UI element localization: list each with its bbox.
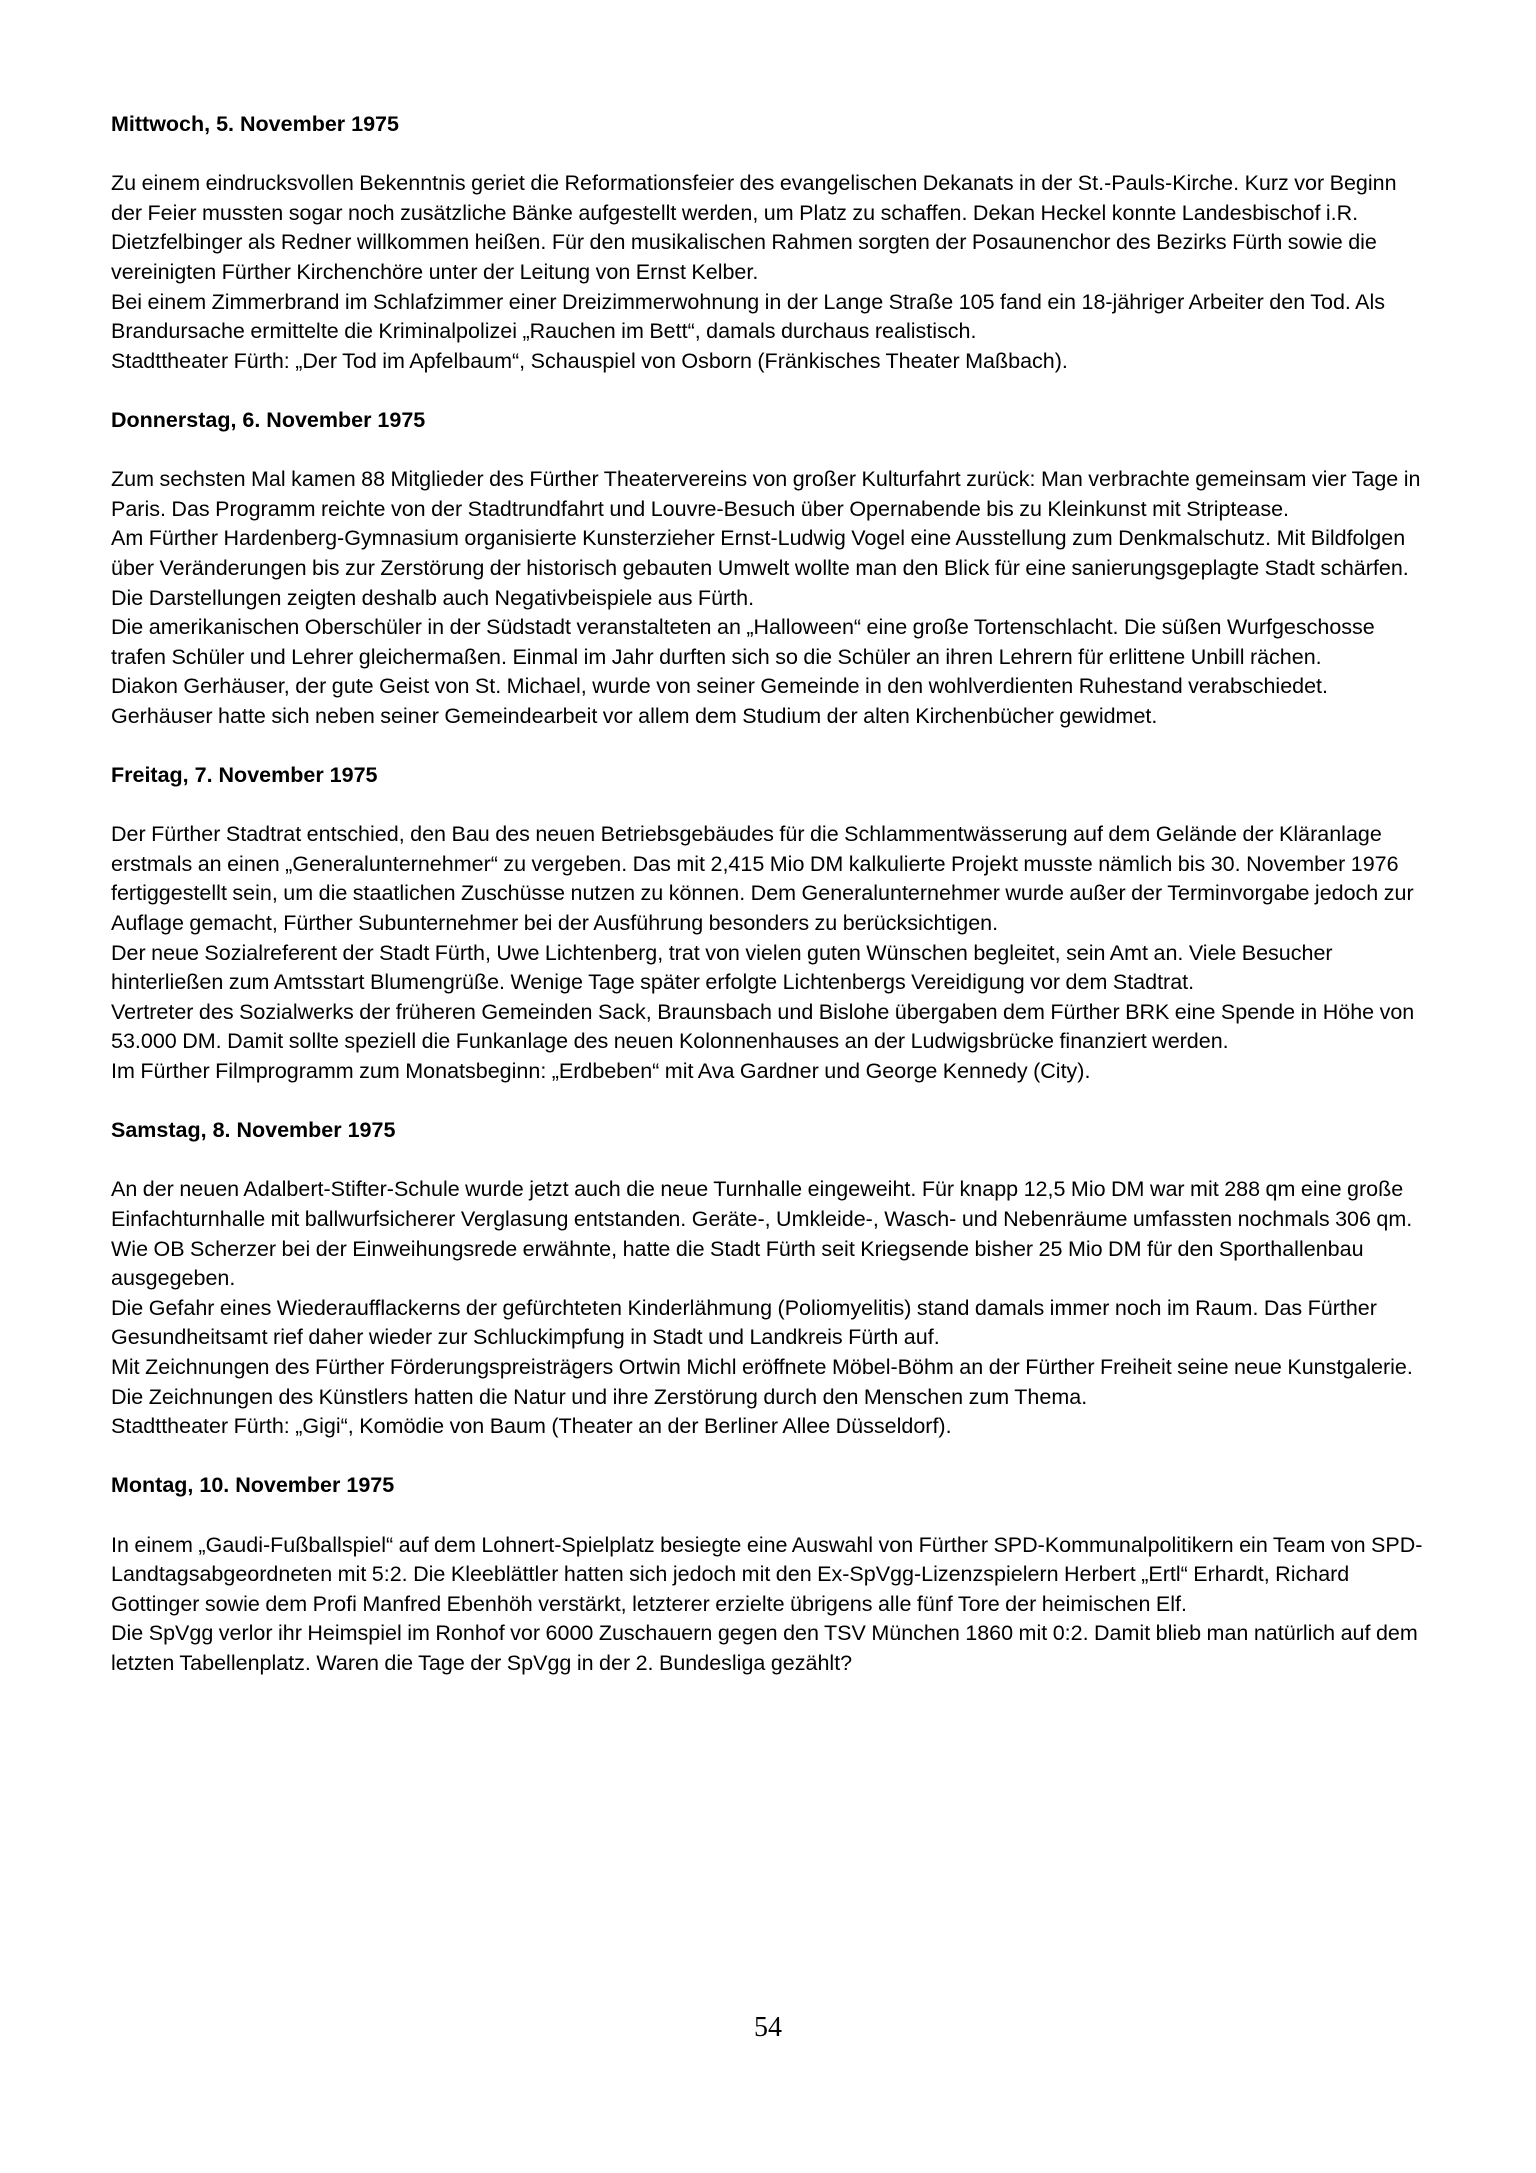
diary-entry-saturday bbox=[111, 1116, 1431, 1442]
entry-paragraph: Zu einem eindrucksvollen Bekenntnis geriet die Reformationsfeier des evangelischen Dekanats in der St.-Pauls-Kirche. Kurz vor Beginn der Feier mussten sogar noch zusätzliche Bänke aufgestellt werden, um Platz zu schaffen. Dekan Heckel konnte Landesbischof i.R. Dietzfelbinger als Redner willkommen heißen. Für den musikalischen Rahmen sorgten der Posaunenchor des Bezirks Fürth sowie die vereinigten Fürther Kirchenchöre unter der Leitung von Ernst Kelber. bbox=[111, 171, 1397, 284]
entry-date-heading: Mittwoch, 5. November 1975 bbox=[111, 112, 399, 136]
entry-paragraph: Im Fürther Filmprogramm zum Monatsbeginn: „Erdbeben“ mit Ava Gardner und George Kennedy (City). bbox=[111, 1059, 1091, 1083]
entry-body bbox=[111, 465, 1431, 731]
entry-body bbox=[111, 820, 1431, 1086]
entry-paragraph: Die Gefahr eines Wiederaufflackerns der gefürchteten Kinderlähmung (Poliomyelitis) stand damals immer noch im Raum. Das Fürther Gesundheitsamt rief daher wieder zur Schluckimpfung in Stadt und Landkreis Fürth auf. bbox=[111, 1295, 1377, 1350]
entry-date-heading: Donnerstag, 6. November 1975 bbox=[111, 407, 426, 432]
entry-body bbox=[111, 1175, 1431, 1441]
entry-body bbox=[111, 169, 1431, 376]
document-page bbox=[111, 110, 1431, 1708]
entry-paragraph: Stadttheater Fürth: „Der Tod im Apfelbaum“, Schauspiel von Osborn (Fränkisches Theater Maßbach). bbox=[111, 348, 1068, 373]
entry-date-heading: Montag, 10. November 1975 bbox=[111, 1473, 395, 1498]
entry-paragraph: Mit Zeichnungen des Fürther Förderungspreisträgers Ortwin Michl eröffnete Möbel-Böhm an der Fürther Freiheit seine neue Kunstgalerie. Die Zeichnungen des Künstlers hatten die Natur und ihre Zerstörung durch den Menschen zum Thema. bbox=[111, 1354, 1413, 1409]
entry-paragraph: Diakon Gerhäuser, der gute Geist von St. Michael, wurde von seiner Gemeinde in den wohlverdienten Ruhestand verabschiedet. Gerhäuser hatte sich neben seiner Gemeindearbeit vor allem dem Studium der alten Kirchenbücher gewidmet. bbox=[111, 674, 1329, 728]
entry-paragraph: Vertreter des Sozialwerks der früheren Gemeinden Sack, Braunsbach und Bislohe übergaben dem Fürther BRK eine Spende in Höhe von 53.000 DM. Damit sollte speziell die Funkanlage des neuen Kolonnenhauses an der Ludwigsbrücke finanziert werden. bbox=[111, 999, 1415, 1054]
diary-entry-monday bbox=[111, 1471, 1431, 1678]
entry-paragraph: Der Fürther Stadtrat entschied, den Bau des neuen Betriebsgebäudes für die Schlammentwässerung auf dem Gelände der Kläranlage erstmals an einen „Generalunternehmer“ zu vergeben. Das mit 2,415 Mio DM kalkulierte Projekt musste nämlich bis 30. November 1976 fertiggestellt sein, um die staatlichen Zuschüsse nutzen zu können. Dem Generalunternehmer wurde außer der Terminvorgabe jedoch zur Auflage gemacht, Fürther Subunternehmer bei der Ausführung besonders zu berücksichtigen. bbox=[111, 822, 1414, 936]
diary-entry-friday bbox=[111, 761, 1431, 1087]
entry-paragraph: Der neue Sozialreferent der Stadt Fürth, Uwe Lichtenberg, trat von vielen guten Wünschen begleitet, sein Amt an. Viele Besucher hinterließen zum Amtsstart Blumengrüße. Wenige Tage später erfolgte Lichtenbergs Vereidigung vor dem Stadtrat. bbox=[111, 940, 1333, 995]
entry-paragraph: Am Fürther Hardenberg-Gymnasium organisierte Kunsterzieher Ernst-Ludwig Vogel eine Ausstellung zum Denkmalschutz. Mit Bildfolgen über Veränderungen bis zur Zerstörung der historisch gebauten Umwelt wollte man den Blick für eine sanierungsgeplagte Stadt schärfen. Die Darstellungen zeigten deshalb auch Negativbeispiele aus Fürth. bbox=[111, 526, 1409, 610]
entry-date-heading: Freitag, 7. November 1975 bbox=[111, 763, 378, 788]
entry-body bbox=[111, 1531, 1431, 1679]
diary-entry-wednesday bbox=[111, 110, 1431, 376]
entry-paragraph: An der neuen Adalbert-Stifter-Schule wurde jetzt auch die neue Turnhalle eingeweiht. Für knapp 12,5 Mio DM war mit 288 qm eine große Einfachturnhalle mit ballwurfsicherer Verglasung entstanden. Geräte-, Umkleide-, Wasch- und Nebenräume umfassten nochmals 306 qm. Wie OB Scherzer bei der Einweihungsrede erwähnte, hatte die Stadt Fürth seit Kriegsende bisher 25 Mio DM für den Sporthallenbau ausgegeben. bbox=[111, 1177, 1413, 1291]
entry-paragraph: Die amerikanischen Oberschüler in der Südstadt veranstalteten an „Halloween“ eine große Tortenschlacht. Die süßen Wurfgeschosse trafen Schüler und Lehrer gleichermaßen. Einmal im Jahr durften sich so die Schüler an ihren Lehrern für erlittene Unbill rächen. bbox=[111, 615, 1375, 669]
entry-paragraph: In einem „Gaudi-Fußballspiel“ auf dem Lohnert-Spielplatz besiegte eine Auswahl von Fürther SPD-Kommunalpolitikern ein Team von SPD-Landtagsabgeordneten mit 5:2. Die Kleeblättler hatten sich jedoch mit den Ex-SpVgg-Lizenzspielern Herbert „Ertl“ Erhardt, Richard Gottinger sowie dem Profi Manfred Ebenhöh verstärkt, letzterer erzielte übrigens alle fünf Tore der heimischen Elf. bbox=[111, 1532, 1423, 1616]
page-number: 54 bbox=[754, 2012, 782, 2043]
entry-paragraph: Stadttheater Fürth: „Gigi“, Komödie von Baum (Theater an der Berliner Allee Düsseldorf). bbox=[111, 1414, 952, 1439]
entry-paragraph: Zum sechsten Mal kamen 88 Mitglieder des Fürther Theatervereins von großer Kulturfahrt zurück: Man verbrachte gemeinsam vier Tage in Paris. Das Programm reichte von der Stadtrundfahrt und Louvre-Besuch über Opernabende bis zu Kleinkunst mit Striptease. bbox=[111, 467, 1421, 521]
entry-date-heading: Samstag, 8. November 1975 bbox=[111, 1118, 396, 1143]
diary-entry-thursday bbox=[111, 406, 1431, 732]
entry-paragraph: Bei einem Zimmerbrand im Schlafzimmer einer Dreizimmerwohnung in der Lange Straße 105 fand ein 18-jähriger Arbeiter den Tod. Als Brandursache ermittelte die Kriminalpolizei „Rauchen im Bett“, damals durchaus realistisch. bbox=[111, 289, 1386, 344]
entry-paragraph: Die SpVgg verlor ihr Heimspiel im Ronhof vor 6000 Zuschauern gegen den TSV München 1860 mit 0:2. Damit blieb man natürlich auf dem letzten Tabellenplatz. Waren die Tage der SpVgg in der 2. Bundesliga gezählt? bbox=[111, 1621, 1418, 1675]
